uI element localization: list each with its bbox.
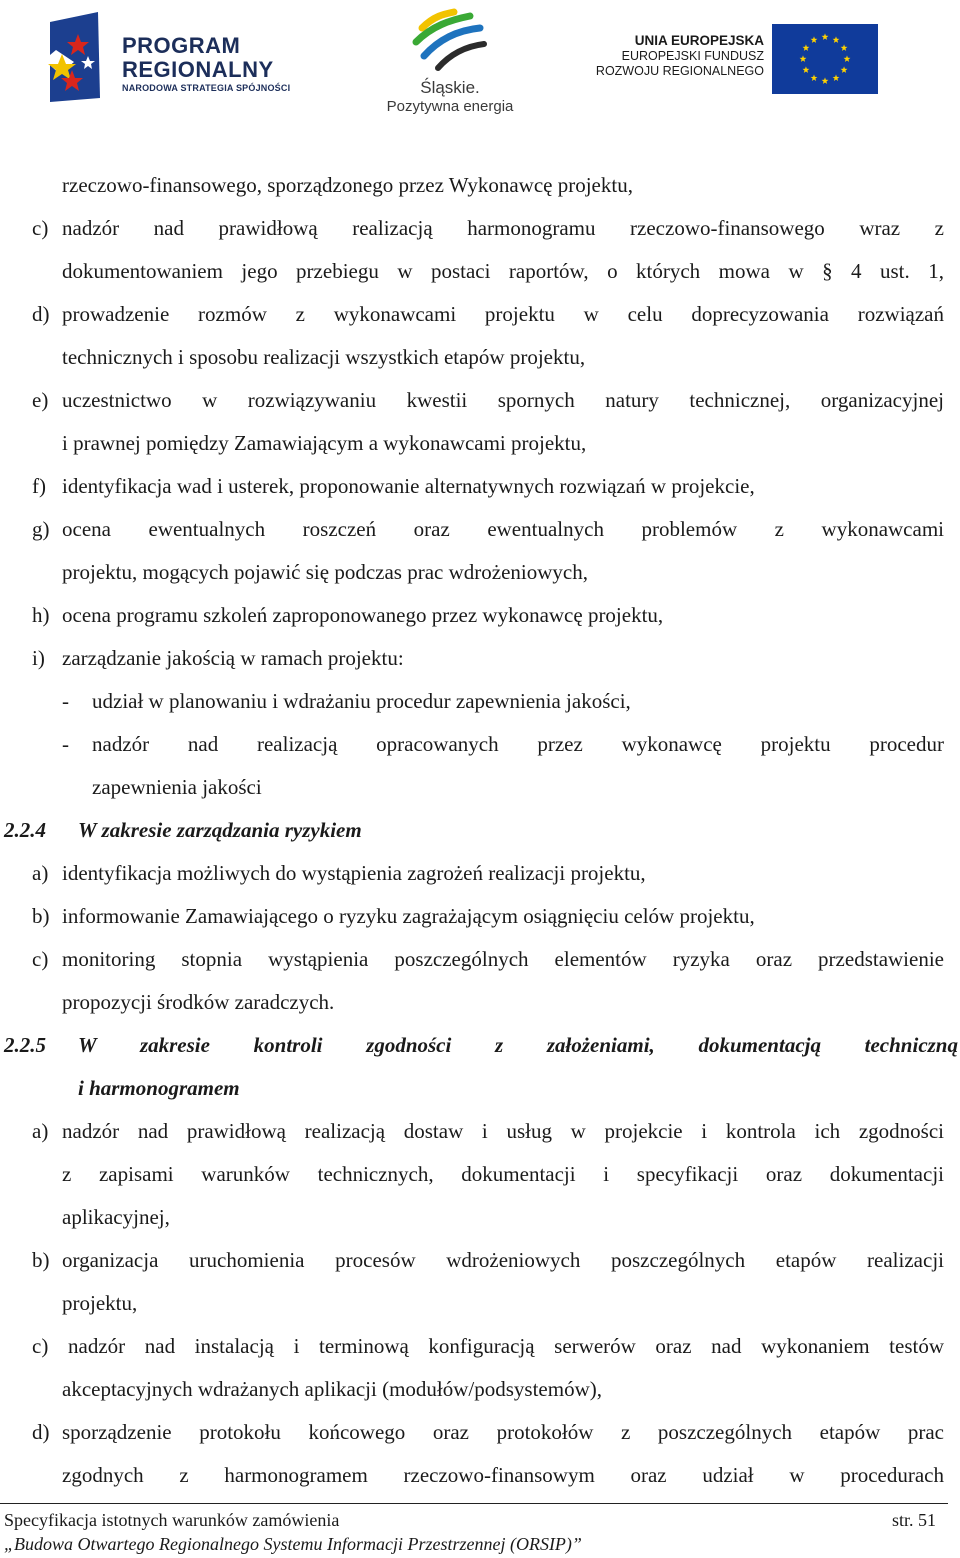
- list-marker-i: i): [32, 646, 45, 670]
- text-line: nadzór nad instalacją i terminową konfiguracją serwerów oraz nad wykonaniem testów: [68, 1334, 944, 1358]
- list-marker-c: c): [32, 947, 49, 971]
- section-heading-225-cont: i harmonogramem: [78, 1076, 240, 1100]
- dash-marker: -: [62, 689, 69, 713]
- list-marker-a: a): [32, 861, 49, 885]
- text-line: ocena programu szkoleń zaproponowanego przez wykonawcę projektu,: [62, 603, 664, 627]
- text-line: monitoring stopnia wystąpienia poszczególnych elementów ryzyka oraz przedstawienie: [62, 947, 944, 971]
- footer-page-number: str. 51: [892, 1510, 937, 1530]
- text-line: rzeczowo-finansowego, sporządzonego przez Wykonawcę projektu,: [62, 173, 633, 197]
- text-line: prowadzenie rozmów z wykonawcami projektu w celu doprecyzowania rozwiązań: [62, 302, 944, 326]
- list-marker-b: b): [32, 904, 50, 928]
- page-header: [0, 0, 960, 120]
- text-line: projektu,: [62, 1291, 138, 1315]
- program-regionalny-emblem-icon: [42, 12, 112, 104]
- text-line: nadzór nad prawidłową realizacją harmonogramu rzeczowo-finansowego wraz z: [62, 216, 944, 240]
- strategy-line: NARODOWA STRATEGIA SPÓJNOŚCI: [122, 83, 291, 93]
- text-line: identyfikacja wad i usterek, proponowanie alternatywnych rozwiązań w projekcie,: [62, 474, 755, 498]
- text-line: projektu, mogących pojawić się podczas prac wdrożeniowych,: [62, 560, 588, 584]
- text-line: uczestnictwo w rozwiązywaniu kwestii spornych natury technicznej, organizacyjnej: [62, 388, 944, 412]
- list-marker-d: d): [32, 1420, 50, 1444]
- slaskie-waves-icon: [380, 6, 520, 78]
- text-line: informowanie Zamawiającego o ryzyku zagrażającym osiągnięciu celów projektu,: [62, 904, 755, 928]
- eu-flag-icon: [772, 24, 878, 94]
- text-line: ocena ewentualnych roszczeń oraz ewentualnych problemów z wykonawcami: [62, 517, 944, 541]
- list-marker-g: g): [32, 517, 50, 541]
- list-marker-a: a): [32, 1119, 49, 1143]
- text-line: udział w planowaniu i wdrażaniu procedur zapewnienia jakości,: [92, 689, 631, 713]
- text-line: i prawnej pomiędzy Zamawiającym a wykonawcami projektu,: [62, 431, 587, 455]
- section-number-225: 2.2.5: [4, 1033, 46, 1057]
- list-marker-e: e): [32, 388, 49, 412]
- text-line: zgodnych z harmonogramem rzeczowo-finansowym oraz udział w procedurach: [62, 1463, 944, 1487]
- section-heading-224: W zakresie zarządzania ryzykiem: [78, 818, 362, 842]
- list-marker-c: c): [32, 216, 49, 240]
- eu-logo: [586, 24, 886, 96]
- section-number-224: 2.2.4: [4, 818, 46, 842]
- text-line: nadzór nad realizacją opracowanych przez wykonawcę projektu procedur: [92, 732, 944, 756]
- footer-divider: [0, 1503, 948, 1504]
- text-line: technicznych i sposobu realizacji wszystkich etapów projektu,: [62, 345, 586, 369]
- text-line: dokumentowaniem jego przebiegu w postaci raportów, o których mowa w § 4 ust. 1,: [62, 259, 944, 283]
- text-line: z zapisami warunków technicznych, dokumentacji i specyfikacji oraz dokumentacji: [62, 1162, 944, 1186]
- text-line: nadzór nad prawidłową realizacją dostaw i usług w projekcie i kontrola ich zgodności: [62, 1119, 944, 1143]
- dash-marker: -: [62, 732, 69, 756]
- regionalny-line: REGIONALNY: [122, 57, 274, 82]
- text-line: zapewnienia jakości: [92, 775, 262, 799]
- list-marker-f: f): [32, 474, 46, 498]
- section-heading-225: W zakresie kontroli zgodności z założeniami, dokumentacją techniczną: [78, 1033, 958, 1057]
- text-line: propozycji środków zaradczych.: [62, 990, 335, 1014]
- list-marker-b: b): [32, 1248, 50, 1272]
- eu-line3: ROZWOJU REGIONALNEGO: [595, 64, 764, 78]
- text-line: akceptacyjnych wdrażanych aplikacji (modułów/podsystemów),: [62, 1377, 602, 1401]
- eu-line2: EUROPEJSKI FUNDUSZ: [621, 49, 764, 63]
- footer-project-name: „Budowa Otwartego Regionalnego Systemu Informacji Przestrzennej (ORSIP)”: [4, 1534, 582, 1554]
- list-marker-d: d): [32, 302, 50, 326]
- program-line: PROGRAM: [122, 33, 241, 58]
- eu-line1: UNIA EUROPEJSKA: [634, 33, 764, 48]
- list-marker-h: h): [32, 603, 50, 627]
- slaskie-logo: [380, 6, 520, 116]
- text-line: organizacja uruchomienia procesów wdrożeniowych poszczególnych etapów realizacji: [62, 1248, 944, 1272]
- slaskie-tagline: Pozytywna energia: [386, 98, 514, 115]
- list-marker-c: c): [32, 1334, 49, 1358]
- text-line: sporządzenie protokołu końcowego oraz protokołów z poszczególnych etapów prac: [62, 1420, 944, 1444]
- slaskie-name: Śląskie.: [420, 78, 480, 97]
- text-line: aplikacyjnej,: [62, 1205, 170, 1229]
- footer-document-title: Specyfikacja istotnych warunków zamówienia: [4, 1510, 340, 1530]
- text-line: identyfikacja możliwych do wystąpienia zagrożeń realizacji projektu,: [62, 861, 646, 885]
- program-regionalny-logo: [42, 12, 332, 104]
- text-line: zarządzanie jakością w ramach projektu:: [62, 646, 404, 670]
